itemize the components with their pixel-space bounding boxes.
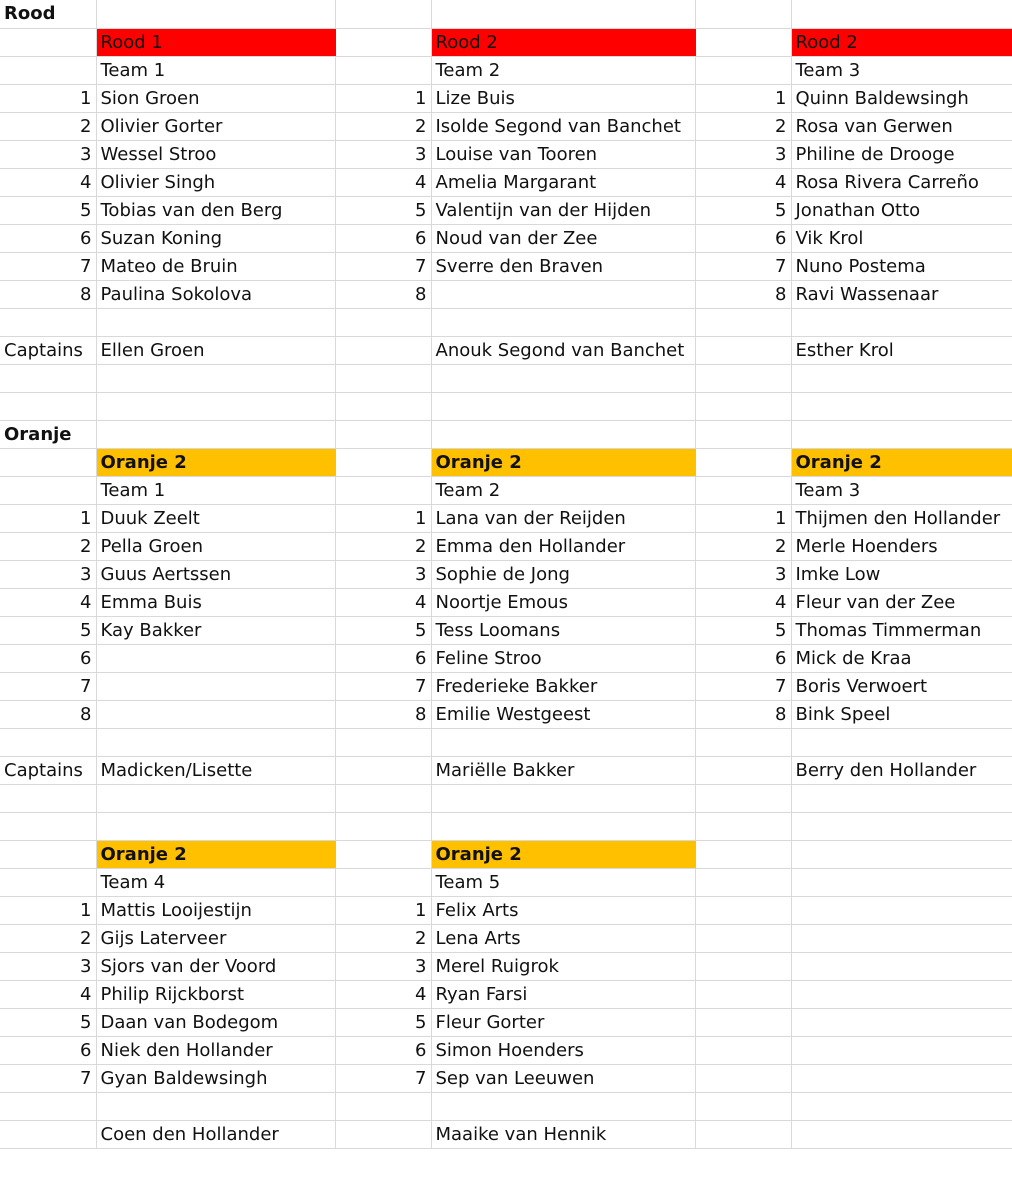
sheet-cell[interactable]: Pella Groen bbox=[96, 532, 335, 560]
sheet-row bbox=[0, 980, 1012, 1008]
sheet-cell[interactable] bbox=[695, 1036, 791, 1064]
sheet-cell[interactable] bbox=[695, 756, 791, 784]
sheet-row bbox=[0, 840, 1012, 868]
sheet-cell[interactable] bbox=[791, 1092, 1012, 1120]
sheet-cell[interactable] bbox=[431, 0, 695, 28]
sheet-cell[interactable]: Mick de Kraa bbox=[791, 644, 1012, 672]
sheet-cell[interactable]: 6 bbox=[695, 224, 791, 252]
sheet-cell[interactable] bbox=[695, 952, 791, 980]
sheet-cell[interactable] bbox=[0, 308, 96, 336]
sheet-cell[interactable]: 3 bbox=[695, 560, 791, 588]
sheet-cell[interactable]: 6 bbox=[0, 1036, 96, 1064]
sheet-cell[interactable]: 4 bbox=[335, 168, 431, 196]
sheet-row bbox=[0, 84, 1012, 112]
sheet-cell[interactable]: Rood 2 bbox=[431, 28, 695, 56]
sheet-cell[interactable] bbox=[96, 364, 335, 392]
sheet-cell[interactable]: 8 bbox=[0, 700, 96, 728]
sheet-cell[interactable]: Wessel Stroo bbox=[96, 140, 335, 168]
sheet-cell[interactable] bbox=[335, 728, 431, 756]
sheet-cell[interactable]: 4 bbox=[0, 980, 96, 1008]
sheet-row bbox=[0, 756, 1012, 784]
sheet-cell[interactable]: Oranje bbox=[0, 420, 96, 448]
sheet-cell[interactable] bbox=[791, 0, 1012, 28]
sheet-cell[interactable]: Team 3 bbox=[791, 476, 1012, 504]
sheet-row bbox=[0, 784, 1012, 812]
sheet-cell[interactable] bbox=[96, 700, 335, 728]
sheet-row bbox=[0, 700, 1012, 728]
sheet-cell[interactable] bbox=[431, 392, 695, 420]
sheet-cell[interactable]: Kay Bakker bbox=[96, 616, 335, 644]
sheet-cell[interactable] bbox=[791, 784, 1012, 812]
sheet-cell[interactable] bbox=[96, 308, 335, 336]
sheet-cell[interactable]: Paulina Sokolova bbox=[96, 280, 335, 308]
sheet-cell[interactable]: Team 2 bbox=[431, 56, 695, 84]
sheet-cell[interactable]: Team 5 bbox=[431, 868, 695, 896]
sheet-cell[interactable] bbox=[695, 476, 791, 504]
sheet-row bbox=[0, 812, 1012, 840]
sheet-row bbox=[0, 364, 1012, 392]
sheet-cell[interactable] bbox=[695, 0, 791, 28]
sheet-cell[interactable]: Sion Groen bbox=[96, 84, 335, 112]
sheet-cell[interactable]: 6 bbox=[335, 644, 431, 672]
sheet-cell[interactable]: 6 bbox=[0, 224, 96, 252]
sheet-cell[interactable]: 5 bbox=[695, 196, 791, 224]
sheet-cell[interactable] bbox=[96, 0, 335, 28]
sheet-cell[interactable]: 4 bbox=[0, 588, 96, 616]
sheet-cell[interactable]: Tobias van den Berg bbox=[96, 196, 335, 224]
sheet-cell[interactable]: Philine de Drooge bbox=[791, 140, 1012, 168]
sheet-cell[interactable]: 7 bbox=[335, 672, 431, 700]
sheet-cell[interactable]: 5 bbox=[335, 616, 431, 644]
sheet-cell[interactable]: Berry den Hollander bbox=[791, 756, 1012, 784]
sheet-cell[interactable]: Fleur van der Zee bbox=[791, 588, 1012, 616]
sheet-cell[interactable] bbox=[695, 28, 791, 56]
sheet-cell[interactable] bbox=[335, 0, 431, 28]
sheet-cell[interactable] bbox=[335, 364, 431, 392]
sheet-cell[interactable]: Louise van Tooren bbox=[431, 140, 695, 168]
sheet-cell[interactable] bbox=[96, 392, 335, 420]
sheet-cell[interactable]: 6 bbox=[335, 1036, 431, 1064]
sheet-cell[interactable]: Rood 2 bbox=[791, 28, 1012, 56]
sheet-cell[interactable]: Emilie Westgeest bbox=[431, 700, 695, 728]
sheet-row bbox=[0, 140, 1012, 168]
sheet-cell[interactable]: Mattis Looijestijn bbox=[96, 896, 335, 924]
sheet-cell[interactable] bbox=[335, 812, 431, 840]
sheet-cell[interactable] bbox=[431, 728, 695, 756]
sheet-cell[interactable]: Ellen Groen bbox=[96, 336, 335, 364]
sheet-cell[interactable] bbox=[695, 1092, 791, 1120]
sheet-cell[interactable]: Duuk Zeelt bbox=[96, 504, 335, 532]
sheet-cell[interactable]: 7 bbox=[0, 252, 96, 280]
sheet-row bbox=[0, 532, 1012, 560]
sheet-row bbox=[0, 448, 1012, 476]
sheet-cell[interactable] bbox=[695, 812, 791, 840]
sheet-cell[interactable]: 2 bbox=[695, 532, 791, 560]
sheet-cell[interactable] bbox=[791, 840, 1012, 868]
sheet-cell[interactable]: 3 bbox=[0, 952, 96, 980]
sheet-row bbox=[0, 336, 1012, 364]
sheet-cell[interactable] bbox=[791, 896, 1012, 924]
sheet-row bbox=[0, 1120, 1012, 1148]
sheet-cell[interactable] bbox=[96, 812, 335, 840]
sheet-cell[interactable] bbox=[695, 336, 791, 364]
sheet-cell[interactable] bbox=[431, 280, 695, 308]
sheet-cell[interactable] bbox=[335, 392, 431, 420]
sheet-cell[interactable] bbox=[335, 476, 431, 504]
sheet-cell[interactable] bbox=[791, 1064, 1012, 1092]
sheet-row bbox=[0, 588, 1012, 616]
sheet-cell[interactable]: 5 bbox=[695, 616, 791, 644]
sheet-cell[interactable]: Noortje Emous bbox=[431, 588, 695, 616]
sheet-cell[interactable]: Thijmen den Hollander bbox=[791, 504, 1012, 532]
sheet-cell[interactable]: Frederieke Bakker bbox=[431, 672, 695, 700]
sheet-row bbox=[0, 1092, 1012, 1120]
sheet-row bbox=[0, 0, 1012, 28]
sheet-cell[interactable]: Quinn Baldewsingh bbox=[791, 84, 1012, 112]
sheet-row bbox=[0, 392, 1012, 420]
sheet-cell[interactable]: Esther Krol bbox=[791, 336, 1012, 364]
sheet-row bbox=[0, 476, 1012, 504]
sheet-cell[interactable] bbox=[96, 728, 335, 756]
sheet-cell[interactable]: Merle Hoenders bbox=[791, 532, 1012, 560]
sheet-cell[interactable] bbox=[431, 812, 695, 840]
sheet-cell[interactable]: Olivier Singh bbox=[96, 168, 335, 196]
sheet-row bbox=[0, 56, 1012, 84]
sheet-cell[interactable] bbox=[335, 56, 431, 84]
sheet-cell[interactable]: Ryan Farsi bbox=[431, 980, 695, 1008]
sheet-cell[interactable]: Gyan Baldewsingh bbox=[96, 1064, 335, 1092]
sheet-cell[interactable]: Oranje 2 bbox=[96, 448, 335, 476]
sheet-cell[interactable]: 2 bbox=[0, 924, 96, 952]
sheet-cell[interactable] bbox=[335, 448, 431, 476]
sheet-cell[interactable]: 6 bbox=[695, 644, 791, 672]
sheet-cell[interactable]: 1 bbox=[335, 84, 431, 112]
sheet-cell[interactable] bbox=[791, 1120, 1012, 1148]
sheet-cell[interactable]: 2 bbox=[695, 112, 791, 140]
sheet-row bbox=[0, 924, 1012, 952]
sheet-row bbox=[0, 672, 1012, 700]
sheet-cell[interactable]: 3 bbox=[335, 560, 431, 588]
sheet-cell[interactable] bbox=[0, 56, 96, 84]
sheet-cell[interactable]: Ravi Wassenaar bbox=[791, 280, 1012, 308]
sheet-cell[interactable]: Sverre den Braven bbox=[431, 252, 695, 280]
sheet-cell[interactable]: 1 bbox=[0, 84, 96, 112]
sheet-cell[interactable] bbox=[0, 812, 96, 840]
sheet-cell[interactable] bbox=[695, 924, 791, 952]
sheet-cell[interactable] bbox=[96, 1092, 335, 1120]
sheet-cell[interactable] bbox=[335, 1092, 431, 1120]
sheet-row bbox=[0, 224, 1012, 252]
sheet-cell[interactable] bbox=[791, 868, 1012, 896]
sheet-cell[interactable] bbox=[791, 728, 1012, 756]
sheet-cell[interactable]: Anouk Segond van Banchet bbox=[431, 336, 695, 364]
sheet-cell[interactable]: Suzan Koning bbox=[96, 224, 335, 252]
sheet-cell[interactable]: Lize Buis bbox=[431, 84, 695, 112]
sheet-cell[interactable]: 3 bbox=[0, 560, 96, 588]
sheet-row bbox=[0, 28, 1012, 56]
sheet-cell[interactable]: Philip Rijckborst bbox=[96, 980, 335, 1008]
sheet-cell[interactable]: Sophie de Jong bbox=[431, 560, 695, 588]
sheet-cell[interactable]: Oranje 2 bbox=[431, 840, 695, 868]
sheet-cell[interactable]: 2 bbox=[335, 112, 431, 140]
sheet-row bbox=[0, 308, 1012, 336]
sheet-row bbox=[0, 952, 1012, 980]
sheet-cell[interactable] bbox=[791, 392, 1012, 420]
sheet-cell[interactable]: 4 bbox=[695, 168, 791, 196]
sheet-cell[interactable] bbox=[0, 476, 96, 504]
sheet-cell[interactable]: 5 bbox=[0, 1008, 96, 1036]
sheet-cell[interactable] bbox=[791, 364, 1012, 392]
sheet-cell[interactable]: Gijs Laterveer bbox=[96, 924, 335, 952]
sheet-cell[interactable] bbox=[695, 728, 791, 756]
sheet-cell[interactable]: Boris Verwoert bbox=[791, 672, 1012, 700]
sheet-cell[interactable] bbox=[695, 868, 791, 896]
sheet-cell[interactable] bbox=[0, 392, 96, 420]
sheet-cell[interactable]: 4 bbox=[695, 588, 791, 616]
sheet-cell[interactable] bbox=[791, 812, 1012, 840]
sheet-cell[interactable] bbox=[335, 868, 431, 896]
sheet-row bbox=[0, 420, 1012, 448]
sheet-cell[interactable]: 7 bbox=[695, 672, 791, 700]
sheet-cell[interactable]: Rosa Rivera Carreño bbox=[791, 168, 1012, 196]
sheet-cell[interactable]: 3 bbox=[335, 952, 431, 980]
sheet-cell[interactable] bbox=[96, 644, 335, 672]
sheet-cell[interactable] bbox=[335, 756, 431, 784]
sheet-cell[interactable] bbox=[695, 1120, 791, 1148]
sheet-cell[interactable]: Imke Low bbox=[791, 560, 1012, 588]
sheet-cell[interactable]: Captains bbox=[0, 756, 96, 784]
sheet-cell[interactable]: 3 bbox=[335, 140, 431, 168]
sheet-cell[interactable] bbox=[791, 420, 1012, 448]
sheet-cell[interactable] bbox=[791, 308, 1012, 336]
sheet-cell[interactable] bbox=[96, 672, 335, 700]
sheet-cell[interactable] bbox=[335, 1120, 431, 1148]
sheet-cell[interactable]: 5 bbox=[335, 1008, 431, 1036]
sheet-cell[interactable] bbox=[431, 420, 695, 448]
sheet-cell[interactable]: Emma den Hollander bbox=[431, 532, 695, 560]
sheet-cell[interactable]: 6 bbox=[335, 224, 431, 252]
sheet-cell[interactable]: 1 bbox=[335, 896, 431, 924]
sheet-cell[interactable]: 1 bbox=[0, 896, 96, 924]
sheet-cell[interactable]: Lena Arts bbox=[431, 924, 695, 952]
sheet-cell[interactable]: Fleur Gorter bbox=[431, 1008, 695, 1036]
sheet-cell[interactable] bbox=[695, 392, 791, 420]
sheet-cell[interactable] bbox=[695, 840, 791, 868]
sheet-cell[interactable]: 5 bbox=[335, 196, 431, 224]
sheet-cell[interactable]: Captains bbox=[0, 336, 96, 364]
sheet-cell[interactable]: Coen den Hollander bbox=[96, 1120, 335, 1148]
sheet-cell[interactable]: 1 bbox=[695, 504, 791, 532]
sheet-cell[interactable]: Daan van Bodegom bbox=[96, 1008, 335, 1036]
sheet-cell[interactable] bbox=[695, 364, 791, 392]
sheet-cell[interactable]: 2 bbox=[335, 532, 431, 560]
sheet-row bbox=[0, 280, 1012, 308]
sheet-cell[interactable]: Madicken/Lisette bbox=[96, 756, 335, 784]
sheet-cell[interactable] bbox=[431, 308, 695, 336]
sheet-cell[interactable]: 7 bbox=[335, 1064, 431, 1092]
sheet-cell[interactable]: 2 bbox=[0, 532, 96, 560]
sheet-cell[interactable] bbox=[335, 28, 431, 56]
sheet-cell[interactable] bbox=[431, 784, 695, 812]
sheet-cell[interactable]: 2 bbox=[0, 112, 96, 140]
sheet-cell[interactable] bbox=[431, 1092, 695, 1120]
sheet-cell[interactable] bbox=[0, 784, 96, 812]
sheet-cell[interactable] bbox=[791, 924, 1012, 952]
sheet-cell[interactable] bbox=[695, 896, 791, 924]
sheet-cell[interactable]: 3 bbox=[695, 140, 791, 168]
sheet-cell[interactable] bbox=[695, 980, 791, 1008]
sheet-cell[interactable]: Team 1 bbox=[96, 56, 335, 84]
sheet-cell[interactable]: Mariëlle Bakker bbox=[431, 756, 695, 784]
sheet-cell[interactable]: Noud van der Zee bbox=[431, 224, 695, 252]
sheet-cell[interactable]: Lana van der Reijden bbox=[431, 504, 695, 532]
sheet-cell[interactable]: Team 1 bbox=[96, 476, 335, 504]
sheet-row bbox=[0, 616, 1012, 644]
sheet-row bbox=[0, 168, 1012, 196]
sheet-cell[interactable] bbox=[791, 980, 1012, 1008]
sheet-cell[interactable]: 8 bbox=[0, 280, 96, 308]
sheet-cell[interactable] bbox=[695, 308, 791, 336]
sheet-cell[interactable] bbox=[0, 840, 96, 868]
sheet-cell[interactable] bbox=[0, 868, 96, 896]
sheet-cell[interactable]: Bink Speel bbox=[791, 700, 1012, 728]
sheet-cell[interactable]: 8 bbox=[695, 700, 791, 728]
sheet-row bbox=[0, 196, 1012, 224]
sheet-cell[interactable]: 4 bbox=[335, 588, 431, 616]
sheet-cell[interactable]: Vik Krol bbox=[791, 224, 1012, 252]
sheet-cell[interactable]: Rosa van Gerwen bbox=[791, 112, 1012, 140]
sheet-cell[interactable]: 7 bbox=[0, 1064, 96, 1092]
sheet-cell[interactable]: 3 bbox=[0, 140, 96, 168]
sheet-row bbox=[0, 112, 1012, 140]
sheet-cell[interactable]: Oranje 2 bbox=[791, 448, 1012, 476]
sheet-cell[interactable] bbox=[695, 56, 791, 84]
sheet-cell[interactable]: Merel Ruigrok bbox=[431, 952, 695, 980]
sheet-cell[interactable]: 5 bbox=[0, 196, 96, 224]
sheet-row bbox=[0, 868, 1012, 896]
sheet-cell[interactable]: Simon Hoenders bbox=[431, 1036, 695, 1064]
sheet-cell[interactable] bbox=[0, 728, 96, 756]
sheet-cell[interactable]: Amelia Margarant bbox=[431, 168, 695, 196]
sheet-cell[interactable]: 7 bbox=[0, 672, 96, 700]
sheet-cell[interactable]: Sjors van der Voord bbox=[96, 952, 335, 980]
sheet-cell[interactable] bbox=[335, 336, 431, 364]
sheet-row bbox=[0, 252, 1012, 280]
sheet-cell[interactable] bbox=[96, 420, 335, 448]
sheet-cell[interactable]: Team 2 bbox=[431, 476, 695, 504]
sheet-cell[interactable]: 4 bbox=[335, 980, 431, 1008]
sheet-row bbox=[0, 1064, 1012, 1092]
sheet-cell[interactable] bbox=[0, 28, 96, 56]
sheet-cell[interactable]: Rood 1 bbox=[96, 28, 335, 56]
sheet-cell[interactable]: Rood bbox=[0, 0, 96, 28]
sheet-cell[interactable]: Guus Aertssen bbox=[96, 560, 335, 588]
sheet-cell[interactable] bbox=[695, 420, 791, 448]
sheet-row bbox=[0, 560, 1012, 588]
sheet-cell[interactable]: Felix Arts bbox=[431, 896, 695, 924]
sheet-cell[interactable] bbox=[0, 364, 96, 392]
sheet-cell[interactable] bbox=[0, 1120, 96, 1148]
sheet-cell[interactable]: Olivier Gorter bbox=[96, 112, 335, 140]
sheet-cell[interactable]: 1 bbox=[695, 84, 791, 112]
sheet-cell[interactable]: Mateo de Bruin bbox=[96, 252, 335, 280]
sheet-cell[interactable]: 6 bbox=[0, 644, 96, 672]
sheet-cell[interactable]: Team 3 bbox=[791, 56, 1012, 84]
sheet-cell[interactable]: 7 bbox=[335, 252, 431, 280]
sheet-cell[interactable]: 1 bbox=[0, 504, 96, 532]
sheet-cell[interactable]: 5 bbox=[0, 616, 96, 644]
sheet-cell[interactable] bbox=[695, 1008, 791, 1036]
sheet-cell[interactable] bbox=[0, 1092, 96, 1120]
sheet-cell[interactable]: 8 bbox=[335, 700, 431, 728]
sheet-cell[interactable]: Team 4 bbox=[96, 868, 335, 896]
sheet-cell[interactable] bbox=[96, 784, 335, 812]
sheet-cell[interactable]: Maaike van Hennik bbox=[431, 1120, 695, 1148]
sheet-cell[interactable] bbox=[791, 1008, 1012, 1036]
sheet-cell[interactable] bbox=[335, 840, 431, 868]
sheet-row bbox=[0, 728, 1012, 756]
sheet-row bbox=[0, 1008, 1012, 1036]
sheet-cell[interactable]: Oranje 2 bbox=[431, 448, 695, 476]
sheet-cell[interactable] bbox=[695, 448, 791, 476]
sheet-cell[interactable] bbox=[695, 1064, 791, 1092]
sheet-cell[interactable] bbox=[791, 952, 1012, 980]
sheet-cell[interactable] bbox=[695, 784, 791, 812]
sheet-cell[interactable]: Thomas Timmerman bbox=[791, 616, 1012, 644]
sheet-cell[interactable]: Sep van Leeuwen bbox=[431, 1064, 695, 1092]
sheet-cell[interactable]: Feline Stroo bbox=[431, 644, 695, 672]
sheet-cell[interactable]: 1 bbox=[335, 504, 431, 532]
sheet-cell[interactable]: Oranje 2 bbox=[96, 840, 335, 868]
sheet-cell[interactable]: Tess Loomans bbox=[431, 616, 695, 644]
sheet-cell[interactable]: Nuno Postema bbox=[791, 252, 1012, 280]
sheet-row bbox=[0, 896, 1012, 924]
sheet-cell[interactable]: 8 bbox=[695, 280, 791, 308]
sheet-cell[interactable]: 8 bbox=[335, 280, 431, 308]
sheet-cell[interactable]: 4 bbox=[0, 168, 96, 196]
sheet-cell[interactable]: 2 bbox=[335, 924, 431, 952]
sheet-cell[interactable]: Isolde Segond van Banchet bbox=[431, 112, 695, 140]
sheet-cell[interactable]: Niek den Hollander bbox=[96, 1036, 335, 1064]
sheet-cell[interactable] bbox=[335, 308, 431, 336]
sheet-cell[interactable] bbox=[335, 784, 431, 812]
sheet-cell[interactable] bbox=[431, 364, 695, 392]
sheet-cell[interactable]: Emma Buis bbox=[96, 588, 335, 616]
sheet-row bbox=[0, 504, 1012, 532]
sheet-cell[interactable]: Jonathan Otto bbox=[791, 196, 1012, 224]
sheet-cell[interactable] bbox=[335, 420, 431, 448]
sheet-cell[interactable] bbox=[0, 448, 96, 476]
sheet-cell[interactable] bbox=[791, 1036, 1012, 1064]
sheet-row bbox=[0, 644, 1012, 672]
sheet-cell[interactable]: 7 bbox=[695, 252, 791, 280]
sheet-cell[interactable]: Valentijn van der Hijden bbox=[431, 196, 695, 224]
sheet-row bbox=[0, 1036, 1012, 1064]
